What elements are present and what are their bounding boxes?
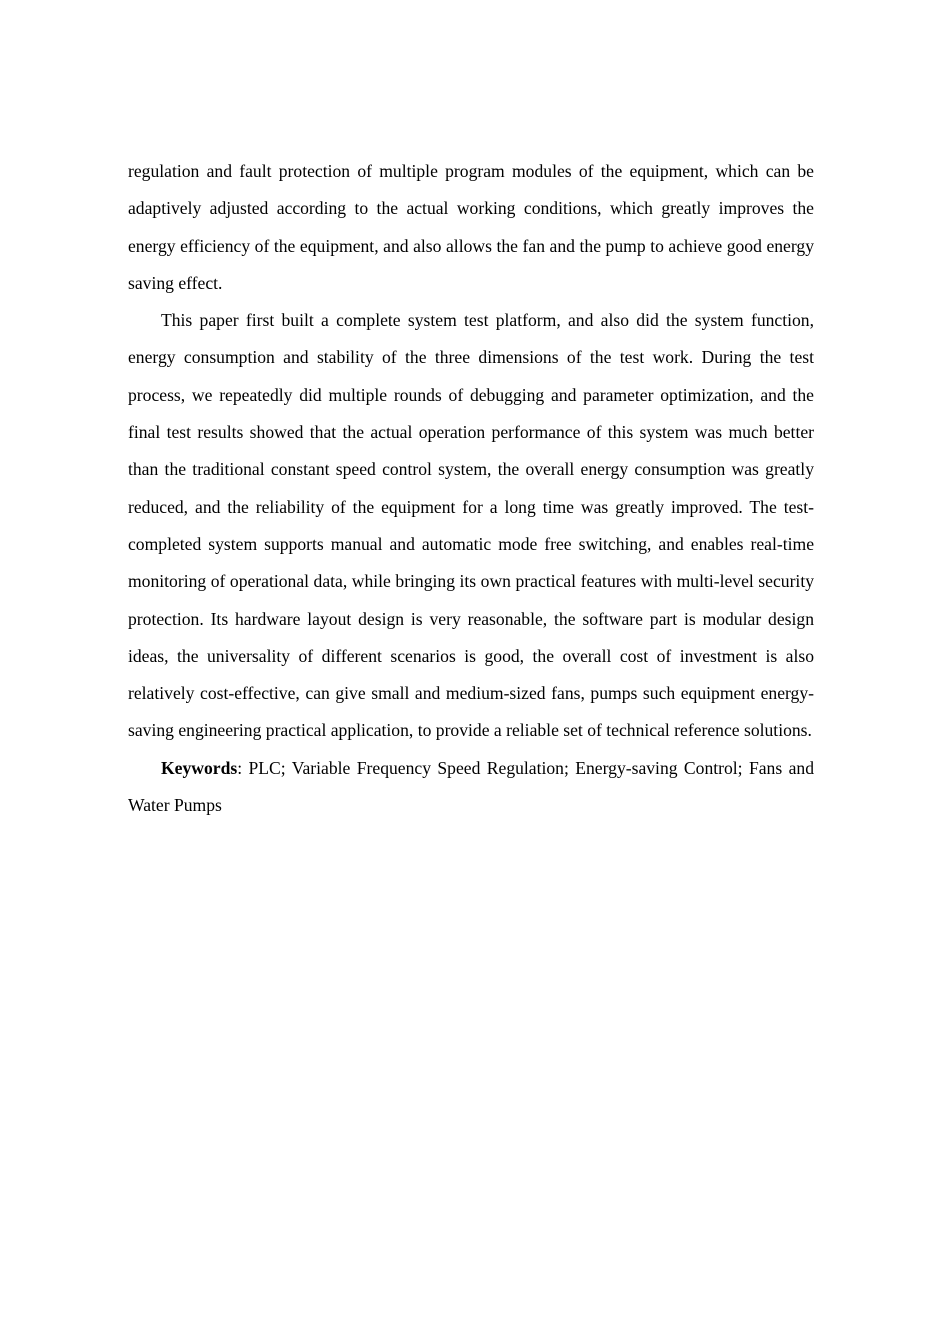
keywords-text: PLC; Variable Frequency Speed Regulation; Energy-saving Control; Fans and Water Pumps xyxy=(128,757,814,816)
abstract-paragraph-2: This paper first built a complete system test platform, and also did the system function, energy consumption and stability of the three dimensions of the test work. During the test process, we repeatedly did multiple rounds of debugging and parameter optimization, and the final test results showed that the actual operation performance of this system was much better than the traditional constant speed control system, the overall energy consumption was greatly reduced, and the reliability of the equipment for a long time was greatly improved. The test-completed system supports manual and automatic mode free switching, and enables real-time monitoring of operational data, while bringing its own practical features with multi-level security protection. Its hardware layout design is very reasonable, the software part is modular design ideas, the universality of different scenarios is good, the overall cost of investment is also relatively cost-effective, can give small and medium-sized fans, pumps such equipment energy-saving engineering practical application, to provide a reliable set of technical reference solutions. xyxy=(128,310,814,741)
keywords-line xyxy=(128,750,814,825)
keywords-label: Keywords xyxy=(161,757,238,778)
keywords-separator: : xyxy=(237,757,249,778)
abstract-body xyxy=(128,153,814,824)
abstract-paragraph-continued: regulation and fault protection of multiple program modules of the equipment, which can be adaptively adjusted according to the actual working conditions, which greatly improves the energy efficiency of the equipment, and also allows the fan and the pump to achieve good energy saving effect. xyxy=(128,161,814,293)
